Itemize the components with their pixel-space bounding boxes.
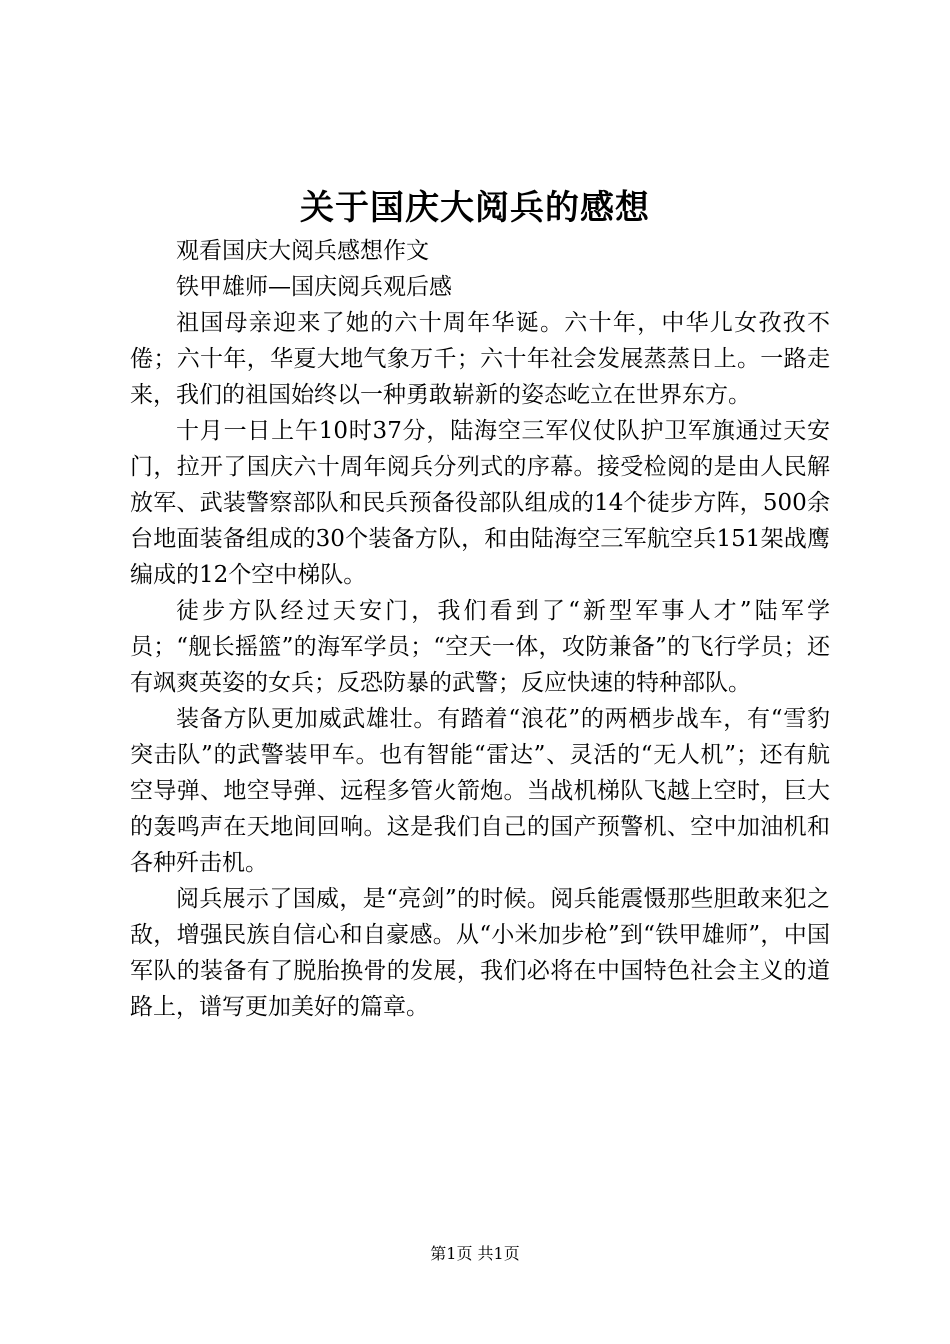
subtitle-line: 观看国庆大阅兵感想作文 [176, 238, 429, 264]
body-paragraph: 装备方队更加威武雄壮。有踏着“浪花”的两栖步战车，有“雪豹突击队”的武警装甲车。也有智能“雷达”、灵活的“无人机”；还有航空导弹、地空导弹、远程多管火箭炮。当战机梯队飞越上空时，巨大的轰鸣声在天地间回响。这是我们自己的国产预警机、空中加油机和各种歼击机。 [130, 706, 830, 876]
subtitle-line: 铁甲雄师—国庆阅兵观后感 [176, 274, 452, 300]
page-footer: 第1页 共1页 [430, 1244, 520, 1263]
body-paragraph: 徒步方队经过天安门，我们看到了“新型军事人才”陆军学员；“舰长摇篮”的海军学员；“空天一体，攻防兼备”的飞行学员；还有飒爽英姿的女兵；反恐防暴的武警；反应快速的特种部队。 [130, 598, 830, 696]
document-title: 关于国庆大阅兵的感想 [300, 188, 650, 228]
body-paragraph: 十月一日上午10时37分，陆海空三军仪仗队护卫军旗通过天安门，拉开了国庆六十周年阅兵分列式的序幕。接受检阅的是由人民解放军、武装警察部队和民兵预备役部队组成的14个徒步方阵，500余台地面装备组成的30个装备方队，和由陆海空三军航空兵151架战鹰编成的12个空中梯队。 [130, 418, 830, 588]
document-body [130, 233, 830, 1025]
body-paragraph: 阅兵展示了国威，是“亮剑”的时候。阅兵能震慑那些胆敢来犯之敌，增强民族自信心和自豪感。从“小米加步枪”到“铁甲雄师”，中国军队的装备有了脱胎换骨的发展，我们必将在中国特色社会主义的道路上，谱写更加美好的篇章。 [130, 886, 830, 1020]
body-paragraph: 祖国母亲迎来了她的六十周年华诞。六十年，中华儿女孜孜不倦；六十年，华夏大地气象万千；六十年社会发展蒸蒸日上。一路走来，我们的祖国始终以一种勇敢崭新的姿态屹立在世界东方。 [130, 310, 830, 408]
